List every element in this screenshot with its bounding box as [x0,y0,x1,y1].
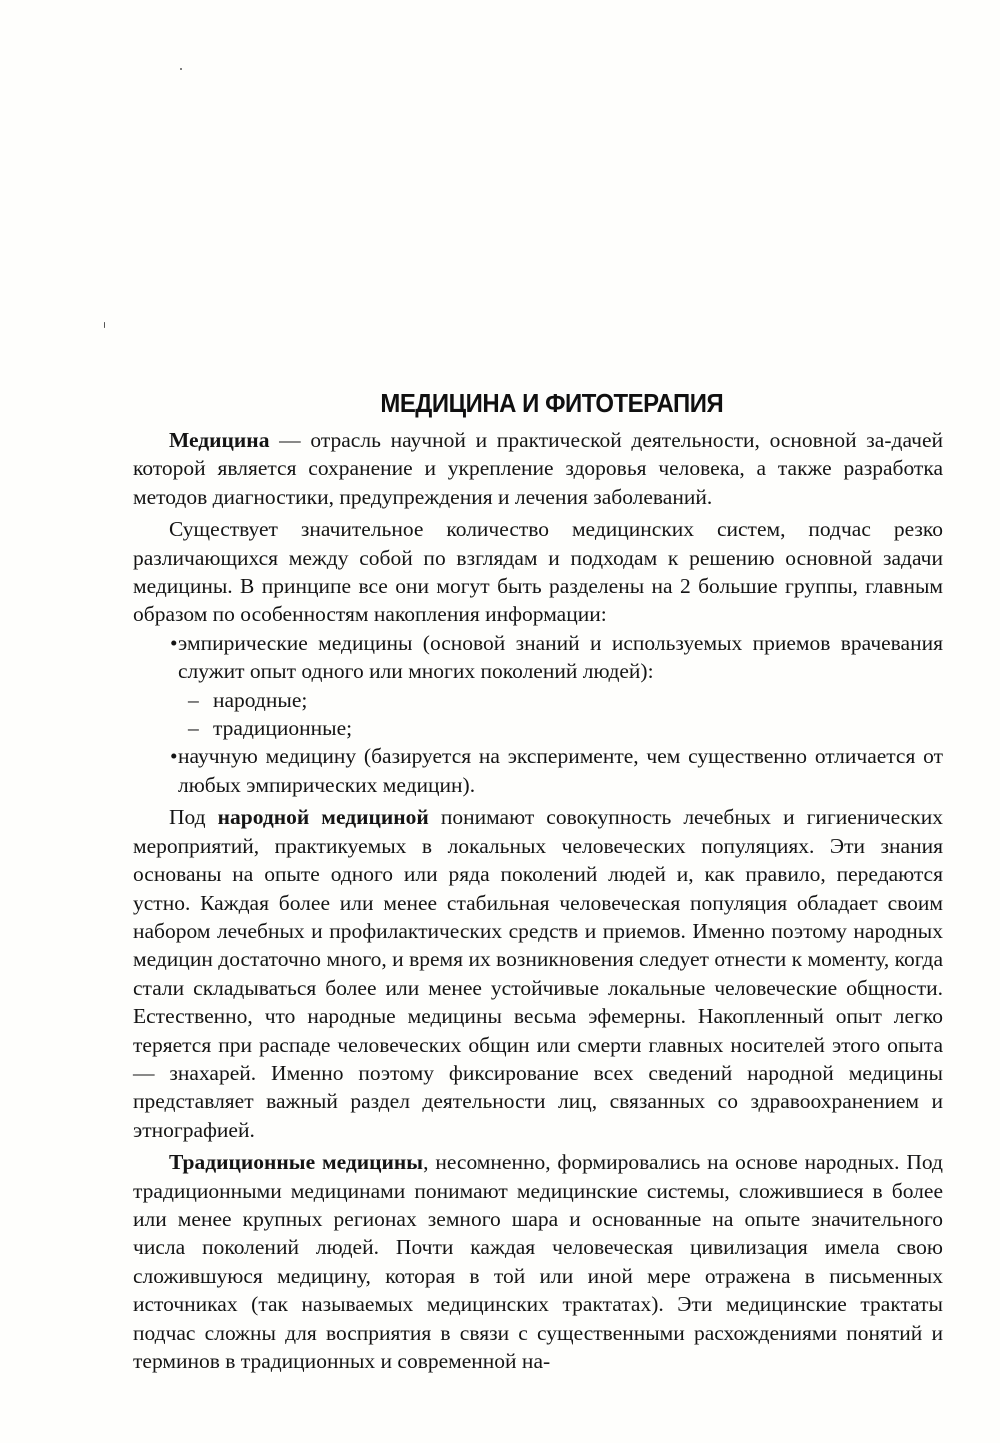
term-folk-medicine: народной медициной [217,805,429,830]
scan-speck [104,322,105,328]
term-traditional-medicine: Традиционные медицины [169,1150,424,1175]
medicine-types-list [133,629,943,799]
list-item-text: научную медицину (базируется на эксперименте, чем существенно отличается от любых эмпирических медицин). [178,744,943,797]
term-medicine: Медицина [169,428,270,452]
dash-icon: – [188,687,199,712]
paragraph-medical-systems: Существует значительное количество медицинских систем, подчас резко различающихся между собой по взглядам и подходам к решению основной задачи медицины. В принципе все они могут быть разделены на 2 большие группы, главным образом по особенностям накопления информации: [133,517,943,627]
paragraph-lead: Под [169,805,218,830]
scan-speck [180,68,182,70]
page-title: МЕДИЦИНА И ФИТОТЕРАПИЯ [380,388,724,418]
list-subitem-text: народные; [213,687,308,712]
list-subitem [133,714,943,742]
list-item [133,742,943,799]
paragraph-text: , несомненно, формировались на основе народных. Под традиционными медицинами понимают медицинские системы, сложившиеся в более или менее крупных регионах земного шара и основанные на опыте значительного числа поколений людей. Почти каждая человеческая цивилизация имела свою сложившуюся медицину, которая в той или иной мере отражена в письменных источниках (так называемых медицинских трактатах). Эти медицинские трактаты подчас сложны для восприятия в связи с существенными расхождениями понятий и терминов в традиционных и современной на- [133,1150,943,1373]
paragraph-text: понимают совокупность лечебных и гигиенических мероприятий, практикуемых в локальных человеческих популяциях. Эти знания основаны на опыте одного или ряда поколений людей и, как правило, передаются устно. Каждая более или менее стабильная человеческая популяция обладает своим набором лечебных и профилактических средств и приемов. Именно поэтому народных медицин достаточно много, и время их возникновения следует отнести к моменту, когда стали складываться более или менее устойчивые локальные человеческие общности. Естественно, что народные медицины весьма эфемерны. Накопленный опыт легко теряется при распаде человеческих общин или смерти главных носителей этого опыта — знахарей. Именно поэтому фиксирование всех сведений народной медицины представляет важный раздел деятельности лиц, связанных со здравоохранением и этнографией. [133,805,943,1142]
list-item-text: эмпирические медицины (основой знаний и используемых приемов врачевания служит опыт одного или многих поколений людей): [178,630,943,684]
bullet-icon: • [170,744,178,769]
dash-icon: – [188,716,199,741]
paragraph-traditional-medicine [133,1148,943,1375]
paragraph-folk-medicine [133,803,943,1144]
paragraph-medicine-definition [133,426,943,511]
document-body [133,386,943,1379]
paragraph-text: — отрасль научной и практической деятельности, основной за-дачей которой является сохранение и укрепление здоровья человека, а также разработка методов диагностики, предупреждения и лечения заболеваний. [133,428,943,509]
list-subitem-text: традиционные; [213,716,353,741]
list-subitem [133,686,943,714]
list-item [133,629,943,686]
bullet-icon: • [170,630,178,655]
